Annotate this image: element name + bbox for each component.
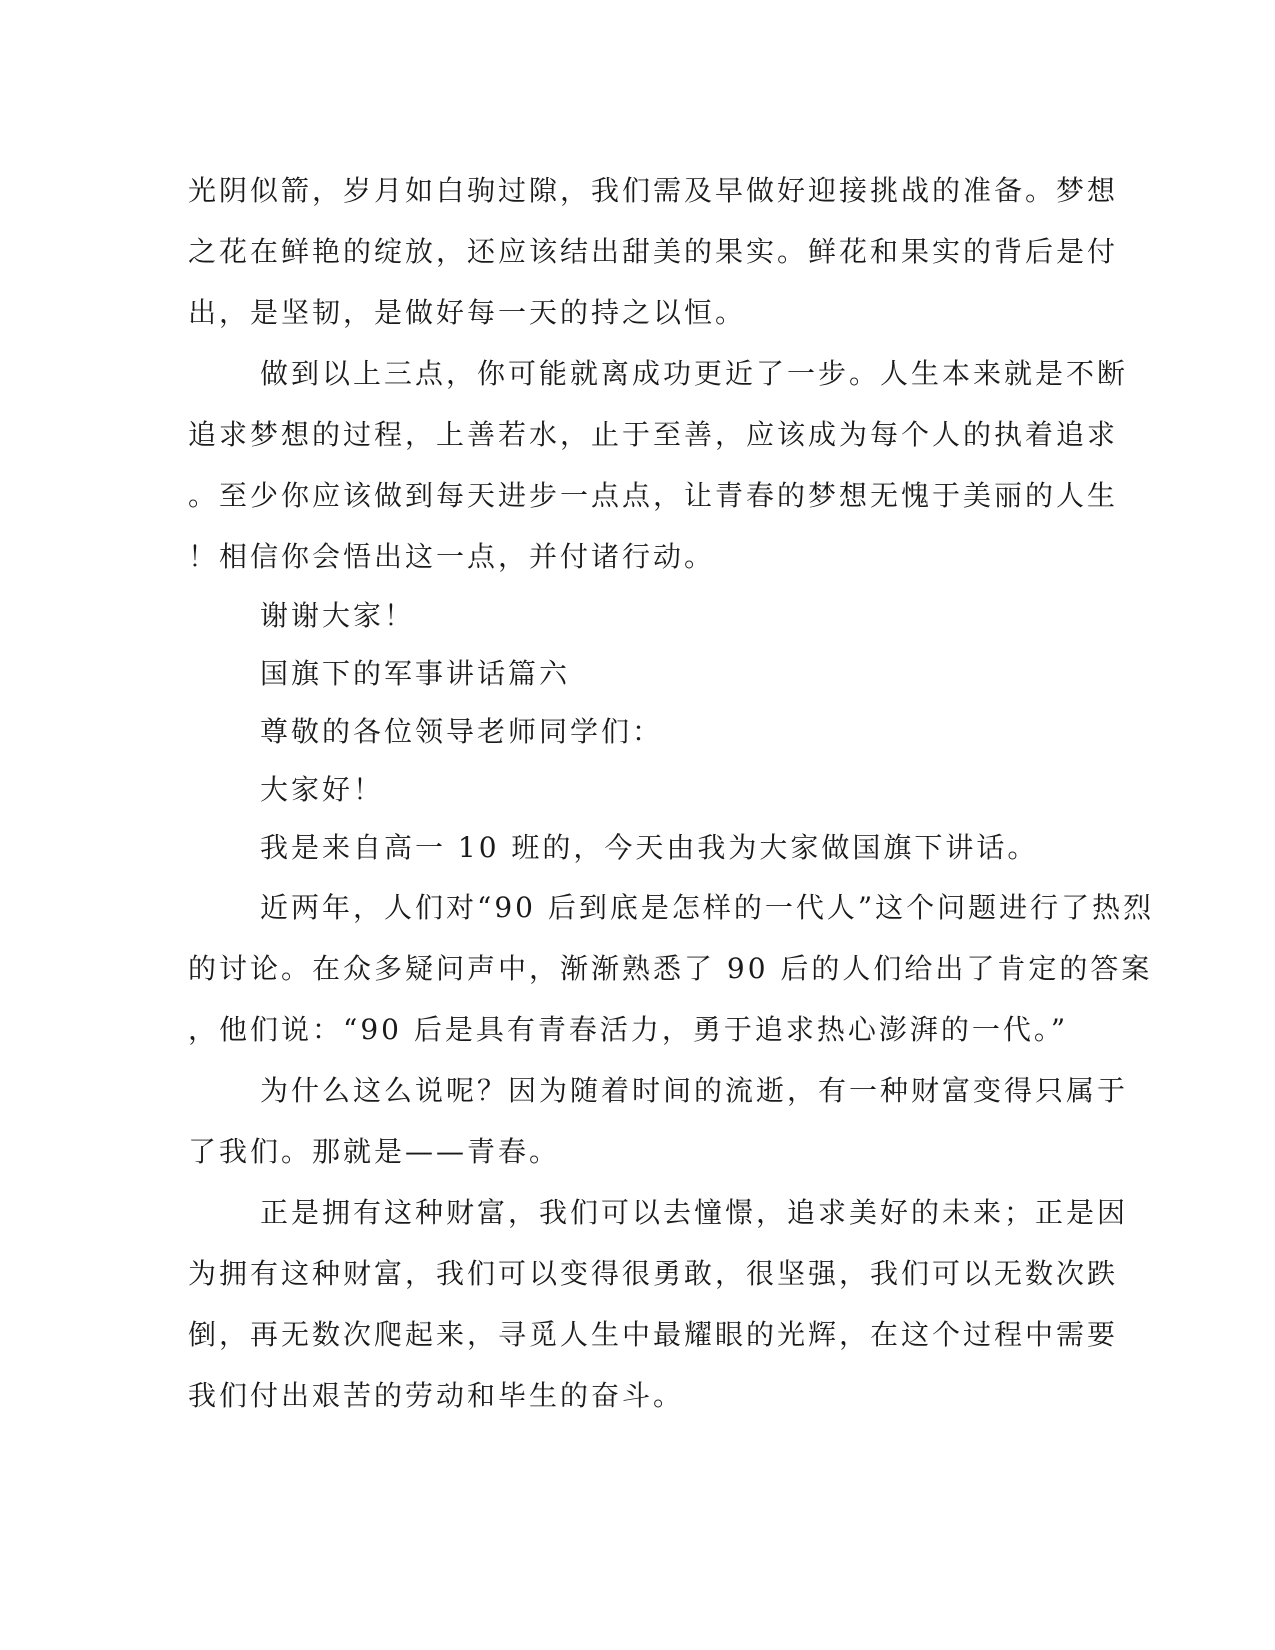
text-line: 倒，再无数次爬起来，寻觅人生中最耀眼的光辉，在这个过程中需要	[188, 1318, 1119, 1351]
text-line: 我们付出艰苦的劳动和毕生的奋斗。	[188, 1379, 685, 1412]
text-line: 光阴似箭，岁月如白驹过隙，我们需及早做好迎接挑战的准备。梦想	[188, 174, 1119, 207]
text-line: 的讨论。在众多疑问声中，渐渐熟悉了 90 后的人们给出了肯定的答案	[188, 952, 1153, 985]
closing-thanks: 谢谢大家！	[260, 599, 416, 632]
text-line: ，他们说：“90 后是具有青春活力，勇于追求热心澎湃的一代。”	[188, 1013, 1069, 1046]
text-line: 追求梦想的过程，上善若水，止于至善，应该成为每个人的执着追求	[188, 418, 1119, 451]
text-line: 为拥有这种财富，我们可以变得很勇敢，很坚强，我们可以无数次跌	[188, 1257, 1119, 1290]
document-body	[188, 160, 1155, 1426]
text-line: 正是拥有这种财富，我们可以去憧憬，追求美好的未来；正是因	[260, 1196, 1129, 1229]
salutation: 尊敬的各位领导老师同学们：	[260, 715, 664, 748]
text-line: ！相信你会悟出这一点，并付诸行动。	[188, 540, 716, 573]
text-line: 之花在鲜艳的绽放，还应该结出甜美的果实。鲜花和果实的背后是付	[188, 235, 1119, 268]
text-line: 。至少你应该做到每天进步一点点，让青春的梦想无愧于美丽的人生	[188, 479, 1119, 512]
text-line: 近两年，人们对“90 后到底是怎样的一代人”这个问题进行了热烈	[260, 891, 1155, 924]
text-line: 了我们。那就是——青春。	[188, 1135, 561, 1168]
section-heading: 国旗下的军事讲话篇六	[260, 657, 571, 690]
text-line: 出，是坚韧，是做好每一天的持之以恒。	[188, 296, 747, 329]
text-line: 为什么这么说呢？因为随着时间的流逝，有一种财富变得只属于	[260, 1074, 1129, 1107]
greeting: 大家好！	[260, 773, 385, 806]
text-line: 做到以上三点，你可能就离成功更近了一步。人生本来就是不断	[260, 357, 1129, 390]
text-line: 我是来自高一 10 班的，今天由我为大家做国旗下讲话。	[260, 831, 1039, 864]
